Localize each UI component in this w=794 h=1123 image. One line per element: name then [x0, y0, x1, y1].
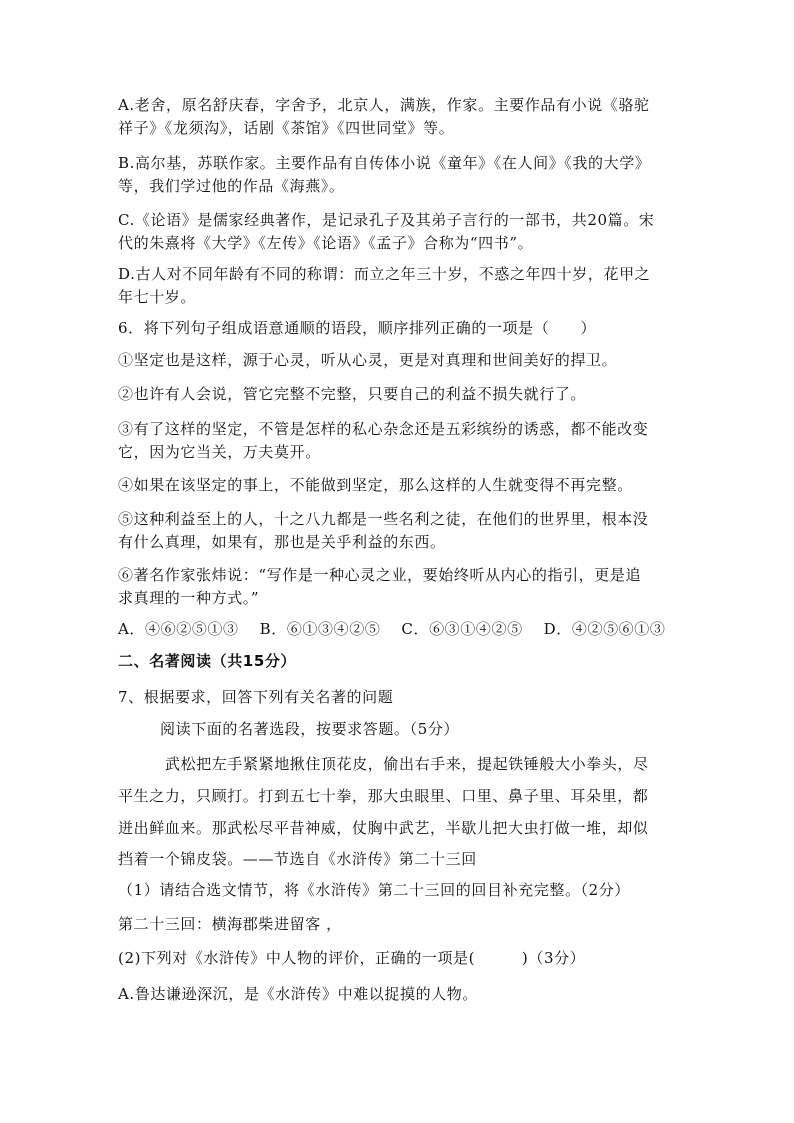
q7-sub1: （1）请结合选文情节，将《水浒传》第二十三回的回目补充完整。（2分） — [118, 881, 630, 899]
passage-line-1: 武松把左手紧紧地揪住顶花皮，偷出右手来，提起铁锤般大小拳头，尽 — [165, 755, 649, 773]
q7-stem: 7、根据要求，回答下列有关名著的问题 — [118, 688, 394, 706]
q7-sub2: (2)下列对《水浒传》中人物的评价，正确的一项是( )（3分） — [118, 949, 586, 967]
q5-option-c-line1: C.《论语》是儒家经典著作，是记录孔子及其弟子言行的一部书，共20篇。宋 — [118, 211, 655, 229]
q6-sentence-3-line2: 它，因为它当关，万夫莫开。 — [118, 443, 321, 461]
q7-instruction: 阅读下面的名著选段，按要求答题。（5分） — [160, 720, 460, 738]
q5-option-a-line1: A.老舍，原名舒庆春，字舍予，北京人，满族，作家。主要作品有小说《骆驼 — [118, 96, 650, 114]
q5-option-d-line1: D.古人对不同年龄有不同的称谓：而立之年三十岁，不惑之年四十岁，花甲之 — [118, 265, 651, 283]
q6-sentence-6-line1: ⑥著名作家张炜说：“写作是一种心灵之业，要始终听从内心的指引，更是追 — [118, 566, 642, 584]
q6-sentence-1: ①坚定也是这样，源于心灵，听从心灵，更是对真理和世间美好的捍卫。 — [118, 351, 618, 369]
q5-option-b-line2: 等，我们学过他的作品《海燕》。 — [118, 177, 345, 195]
passage-line-3: 迸出鲜血来。那武松尽平昔神威，仗胸中武艺，半歇儿把大虫打做一堆，却似 — [118, 819, 649, 837]
q6-sentence-2: ②也许有人会说，管它完整不完整，只要自己的利益不损失就行了。 — [118, 385, 587, 403]
q5-option-c-line2: 代的朱熹将《大学》《左传》《论语》《孟子》合称为“四书”。 — [118, 234, 534, 252]
q6-sentence-4: ④如果在该坚定的事上，不能做到坚定，那么这样的人生就变得不再完整。 — [118, 476, 633, 494]
passage-line-2: 平生之力，只顾打。打到五七十拳，那大虫眼里、口里、鼻子里、耳朵里，都 — [118, 787, 649, 805]
q5-option-b-line1: B.高尔基，苏联作家。主要作品有自传体小说《童年》《在人间》《我的大学》 — [118, 154, 651, 172]
section-2-heading: 二、名著阅读（共15分） — [118, 652, 297, 670]
q7-sub2-option-a: A.鲁达谦逊深沉，是《水浒传》中难以捉摸的人物。 — [118, 985, 479, 1003]
passage-line-4: 挡着一个锦皮袋。——节选自《水浒传》第二十三回 — [118, 850, 477, 868]
q6-options: A．④⑥②⑤①③ B．⑥①③④②⑤ C．⑥③①④②⑤ D．④②⑤⑥①③ — [118, 620, 666, 638]
q6-sentence-5-line1: ⑤这种利益至上的人，十之八九都是一些名利之徒，在他们的世界里，根本没 — [118, 510, 649, 528]
q5-option-d-line2: 年七十岁。 — [118, 288, 197, 306]
q5-option-a-line2: 祥子》《龙须沟》，话剧《茶馆》《四世同堂》等。 — [118, 119, 455, 137]
q6-sentence-3-line1: ③有了这样的坚定，不管是怎样的私心杂念还是五彩缤纷的诱惑，都不能改变 — [118, 420, 649, 438]
q6-sentence-6-line2: 求真理的一种方式。” — [118, 589, 260, 607]
q6-sentence-5-line2: 有什么真理，如果有，那也是关乎利益的东西。 — [118, 533, 446, 551]
q7-sub1-answer-line: 第二十三回：横海郡柴进留客 ， — [118, 915, 342, 933]
q6-stem: 6．将下列句子组成语意通顺的语段，顺序排列正确的一项是（ ） — [118, 319, 597, 337]
